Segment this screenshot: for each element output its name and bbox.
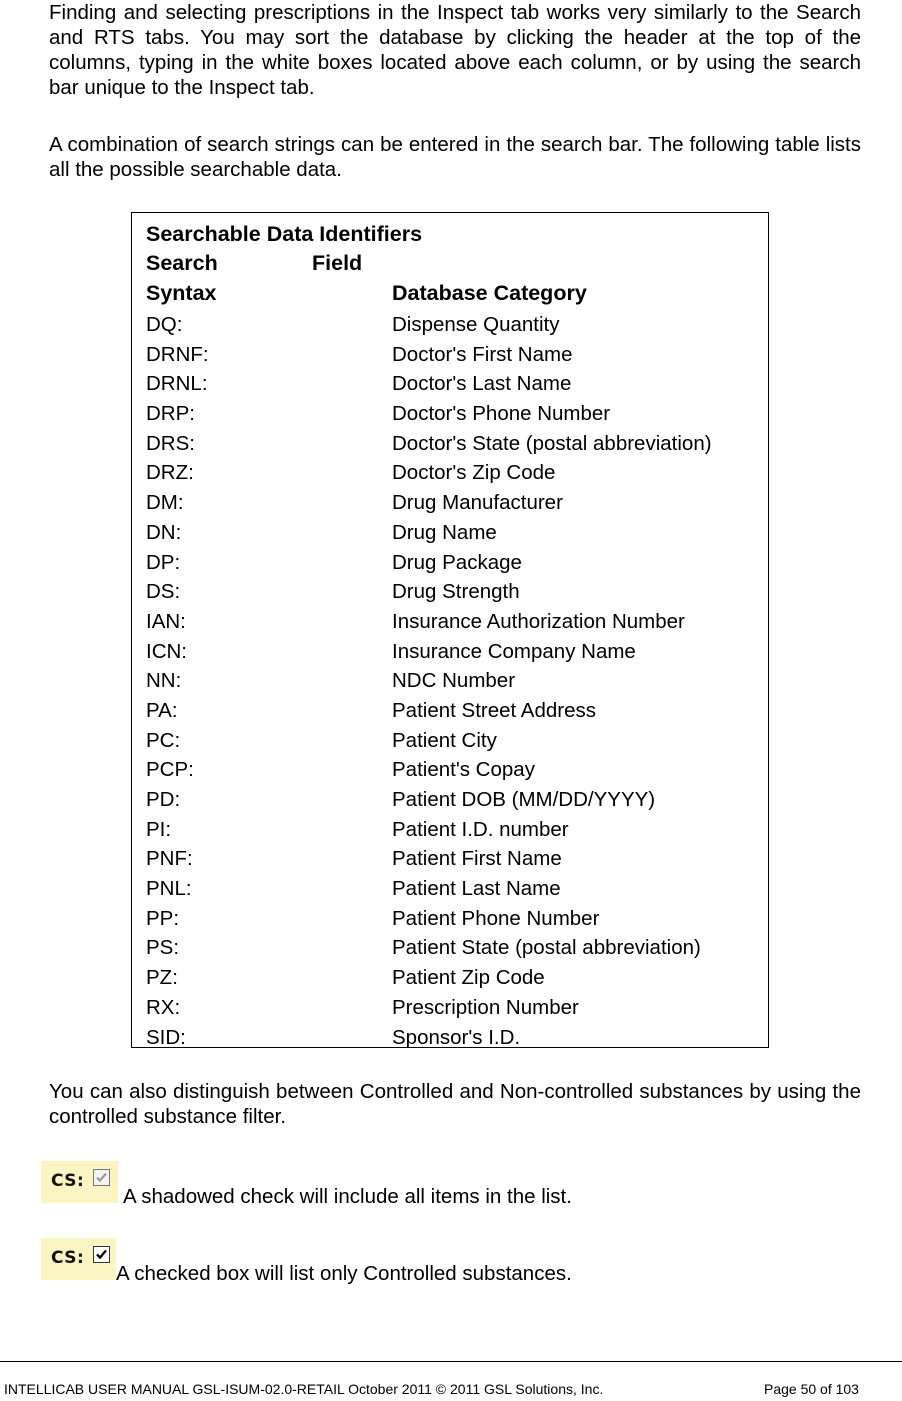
- table-row: [132, 460, 768, 490]
- table-row: [132, 550, 768, 580]
- footer-divider: [0, 1361, 902, 1362]
- controlled-paragraph: You can also distinguish between Controlled and Non-controlled substances by using the controlled substance filter.: [49, 1080, 861, 1128]
- header-field: Field: [312, 251, 363, 275]
- table-row: [132, 579, 768, 609]
- row-category: Drug Name: [392, 520, 497, 544]
- checked-checkbox-icon: [93, 1246, 110, 1263]
- row-category: Doctor's Zip Code: [392, 461, 556, 485]
- table-row: [132, 787, 768, 817]
- row-syntax: ICN:: [146, 639, 187, 663]
- row-category: Dispense Quantity: [392, 313, 560, 336]
- cs-checked-description: A checked box will list only Controlled substances.: [116, 1262, 572, 1285]
- row-syntax: DQ:: [146, 313, 183, 336]
- cs-label: CS:: [51, 1171, 85, 1191]
- row-category: Patient State (postal abbreviation): [392, 936, 701, 960]
- table-row: [132, 668, 768, 698]
- footer-page-number: Page 50 of 103: [764, 1381, 859, 1397]
- intro-paragraph: Finding and selecting prescriptions in the Inspect tab works very similarly to the Search and RTS tabs. You may sort the database by clicking the header at the top of the columns, typing in the white boxes located above each column, or by using the search bar unique to the Inspect tab.: [49, 1, 861, 99]
- table-row: [132, 431, 768, 461]
- row-category: Sponsor's I.D.: [392, 1025, 521, 1049]
- cs-filter-shadowed: [41, 1161, 118, 1203]
- row-syntax: NN:: [146, 669, 182, 693]
- row-syntax: PNF:: [146, 847, 193, 871]
- row-syntax: PD:: [146, 788, 181, 811]
- row-syntax: PI:: [146, 817, 172, 841]
- table-row: [132, 817, 768, 847]
- row-syntax: DRNF:: [146, 342, 209, 366]
- table-row: [132, 371, 768, 401]
- table-row: [132, 609, 768, 639]
- table-row: [132, 728, 768, 758]
- table-row: [132, 490, 768, 520]
- row-category: Patient Phone Number: [392, 906, 600, 930]
- row-syntax: DRZ:: [146, 461, 194, 485]
- table-row: [132, 312, 768, 342]
- row-syntax: PC:: [146, 728, 181, 752]
- row-category: Patient Street Address: [392, 698, 596, 722]
- row-syntax: DP:: [146, 550, 181, 574]
- row-syntax: DN:: [146, 520, 182, 544]
- row-category: Patient First Name: [392, 847, 562, 871]
- table-row: [132, 876, 768, 906]
- combination-paragraph: A combination of search strings can be entered in the search bar. The following table lists all the possible searchable data.: [49, 133, 861, 181]
- row-category: Doctor's Phone Number: [392, 402, 611, 426]
- row-syntax: PA:: [146, 698, 178, 722]
- row-syntax: DRP:: [146, 402, 195, 426]
- cs-shadowed-description: A shadowed check will include all items in the list.: [123, 1185, 572, 1208]
- row-syntax: DS:: [146, 580, 181, 604]
- row-syntax: PP:: [146, 906, 180, 930]
- row-category: Patient's Copay: [392, 758, 535, 782]
- row-syntax: DM:: [146, 491, 184, 515]
- row-category: Doctor's State (postal abbreviation): [392, 431, 712, 455]
- table-row: [132, 698, 768, 728]
- row-category: Insurance Company Name: [392, 639, 636, 663]
- table-row: [132, 935, 768, 965]
- row-category: Drug Package: [392, 550, 522, 574]
- row-syntax: SID:: [146, 1025, 186, 1049]
- row-category: Doctor's Last Name: [392, 372, 572, 396]
- header-search: Search: [146, 251, 218, 275]
- row-syntax: DRS:: [146, 431, 195, 455]
- footer-manual-info: INTELLICAB USER MANUAL GSL-ISUM-02.0-RETAIL October 2011 © 2011 GSL Solutions, Inc.: [4, 1381, 604, 1397]
- table-row: [132, 520, 768, 550]
- row-syntax: PS:: [146, 936, 180, 960]
- row-category: Patient Last Name: [392, 877, 561, 901]
- row-syntax: DRNL:: [146, 372, 208, 396]
- table-row: [132, 846, 768, 876]
- row-category: Drug Strength: [392, 580, 520, 604]
- table-row: [132, 342, 768, 372]
- table-row: [132, 757, 768, 787]
- cs-label: CS:: [51, 1248, 85, 1268]
- table-title: Searchable Data Identifiers: [146, 222, 423, 246]
- shadowed-checkbox-icon: [93, 1169, 110, 1186]
- searchable-data-table: [131, 212, 769, 1048]
- table-row: [132, 1025, 768, 1055]
- row-syntax: PNL:: [146, 877, 192, 901]
- row-category: Doctor's First Name: [392, 342, 573, 366]
- row-category: Patient City: [392, 728, 497, 752]
- row-syntax: IAN:: [146, 609, 186, 633]
- row-category: Prescription Number: [392, 995, 579, 1019]
- table-rows: [132, 312, 768, 1054]
- header-database-category: Database Category: [392, 281, 587, 305]
- cs-filter-checked: [41, 1238, 116, 1280]
- table-row: [132, 965, 768, 995]
- row-category: Drug Manufacturer: [392, 491, 563, 515]
- table-row: [132, 995, 768, 1025]
- table-row: [132, 906, 768, 936]
- header-syntax: Syntax: [146, 281, 217, 305]
- row-category: Patient Zip Code: [392, 966, 545, 990]
- row-syntax: PCP:: [146, 758, 194, 782]
- table-row: [132, 639, 768, 669]
- row-category: Patient DOB (MM/DD/YYYY): [392, 788, 656, 811]
- row-syntax: PZ:: [146, 966, 178, 990]
- row-category: NDC Number: [392, 669, 516, 693]
- row-category: Insurance Authorization Number: [392, 609, 685, 633]
- row-syntax: RX:: [146, 995, 181, 1019]
- row-category: Patient I.D. number: [392, 817, 569, 841]
- table-row: [132, 401, 768, 431]
